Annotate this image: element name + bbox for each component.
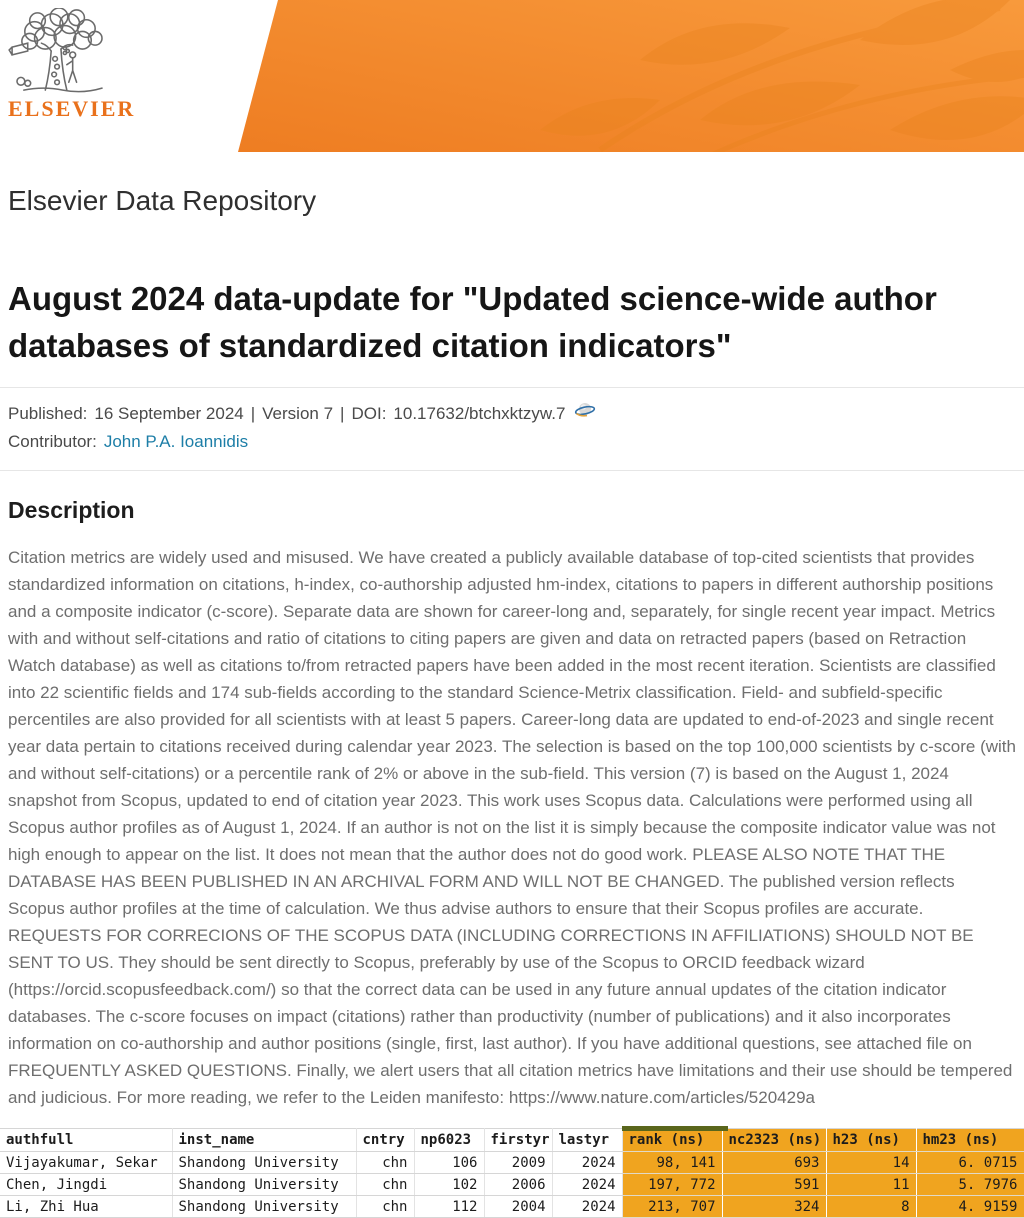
table-cell: 14 <box>826 1152 916 1174</box>
table-cell: 2006 <box>484 1174 552 1196</box>
table-cell: 2004 <box>484 1196 552 1218</box>
version-badge: Version 7 <box>262 404 334 423</box>
table-row <box>0 1152 1024 1174</box>
table-cell: 98, 141 <box>622 1152 722 1174</box>
doi-value: 10.17632/btchxktzyw.7 <box>393 404 566 423</box>
table-cell: 324 <box>722 1196 826 1218</box>
table-cell: Li, Zhi Hua <box>0 1196 172 1218</box>
table-cell: Shandong University <box>172 1152 356 1174</box>
divider-meta <box>0 470 1024 471</box>
table-cell: 5. 7976 <box>916 1174 1024 1196</box>
table-cell: 2024 <box>552 1152 622 1174</box>
table-cell: chn <box>356 1174 414 1196</box>
column-header: h23 (ns) <box>826 1129 916 1152</box>
site-name: Elsevier Data Repository <box>8 185 317 216</box>
contributor-link[interactable]: John P.A. Ioannidis <box>103 432 249 451</box>
table-cell: 106 <box>414 1152 484 1174</box>
dataset-meta <box>8 400 1016 456</box>
table-cell: 2024 <box>552 1196 622 1218</box>
column-header: authfull <box>0 1129 172 1152</box>
table-cell: 102 <box>414 1174 484 1196</box>
column-header: nc2323 (ns) <box>722 1129 826 1152</box>
column-header: rank (ns) <box>622 1129 722 1152</box>
doi-label: DOI: <box>351 404 387 423</box>
table-cell: chn <box>356 1196 414 1218</box>
table-cell: 2009 <box>484 1152 552 1174</box>
elsevier-tree-icon <box>8 8 110 94</box>
description-heading: Description <box>8 497 135 523</box>
column-header: hm23 (ns) <box>916 1129 1024 1152</box>
description-text: Citation metrics are widely used and misused. We have created a publicly available database of top-cited scientists that provides standardized information on citations, h-index, co-authorship adjusted hm-index, citations to papers in different authorship positions and a composite indicator (c-score). Separate data are shown for career-long and, separately, for single recent year impact. Metrics with and without self-citations and ratio of citations to citing papers are given and data on retracted papers (based on Retraction Watch database) as well as citations to/from retracted papers have been added in the most recent iteration. Scientists are classified into 22 scientific fields and 174 sub-fields according to the standard Science-Metrix classification. Field- and subfield-specific percentiles are also provided for all scientists with at least 5 papers. Career-long data are updated to end-of-2023 and single recent year data pertain to citations received during calendar year 2023. The selection is based on the top 100,000 scientists by c-score (with and without self-citations) or a percentile rank of 2% or above in the sub-field. This version (7) is based on the August 1, 2024 snapshot from Scopus, updated to end of citation year 2023. This work uses Scopus data. Calculations were performed using all Scopus author profiles as of August 1, 2024. If an author is not on the list it is simply because the composite indicator value was not high enough to appear on the list. It does not mean that the author does not do good work. PLEASE ALSO NOTE THAT THE DATABASE HAS BEEN PUBLISHED IN AN ARCHIVAL FORM AND WILL NOT BE CHANGED. The published version reflects Scopus author profiles at the time of calculation. We thus advise authors to ensure that their Scopus profiles are accurate. REQUESTS FOR CORRECIONS OF THE SCOPUS DATA (INCLUDING CORRECTIONS IN AFFILIATIONS) SHOULD NOT BE SENT TO US. They should be sent directly to Scopus, preferably by use of the Scopus to ORCID feedback wizard (https://orcid.scopusfeedback.com/) so that the correct data can be used in any future annual updates of the citation indicator databases. The c-score focuses on impact (citations) rather than productivity (number of publications) and it also incorporates information on co-authorship and author positions (single, first, last author). If you have additional questions, see attached file on FREQUENTLY ASKED QUESTIONS. Finally, we alert users that all citation metrics have limitations and their use should be tempered and judicious. For more reading, we refer to the Leiden manifesto: https://www.nature.com/articles/520429a <box>8 548 1016 1107</box>
table-cell: Vijayakumar, Sekar <box>0 1152 172 1174</box>
column-header: firstyr <box>484 1129 552 1152</box>
page-title: August 2024 data-update for "Updated science-wide author databases of standardized citation indicators" <box>8 280 937 364</box>
column-header: cntry <box>356 1129 414 1152</box>
table-header-row <box>0 1129 1024 1152</box>
table-cell: 693 <box>722 1152 826 1174</box>
data-preview-table <box>0 1128 1024 1218</box>
divider-top <box>0 387 1024 388</box>
table-row <box>0 1174 1024 1196</box>
contributor-row <box>8 428 1016 456</box>
table-cell: chn <box>356 1152 414 1174</box>
contributor-label: Contributor: <box>8 432 97 451</box>
column-header: inst_name <box>172 1129 356 1152</box>
table-cell: 11 <box>826 1174 916 1196</box>
preview-table <box>0 1128 1024 1218</box>
table-row <box>0 1196 1024 1218</box>
banner-graphic <box>0 0 1024 152</box>
table-cell: 4. 9159 <box>916 1196 1024 1218</box>
table-cell: 8 <box>826 1196 916 1218</box>
published-date: 16 September 2024 <box>94 404 244 423</box>
elsevier-logo[interactable] <box>8 8 136 122</box>
column-header: np6023 <box>414 1129 484 1152</box>
table-cell: Chen, Jingdi <box>0 1174 172 1196</box>
published-row <box>8 400 1016 428</box>
meta-separator: | <box>340 404 345 423</box>
table-cell: 591 <box>722 1174 826 1196</box>
meta-separator: | <box>250 404 256 423</box>
table-cell: 6. 0715 <box>916 1152 1024 1174</box>
table-cell: Shandong University <box>172 1174 356 1196</box>
table-cell: 2024 <box>552 1174 622 1196</box>
table-cell: 112 <box>414 1196 484 1218</box>
table-cell: Shandong University <box>172 1196 356 1218</box>
published-label: Published: <box>8 404 88 423</box>
elsevier-wordmark: ELSEVIER <box>8 96 136 121</box>
selection-strip <box>622 1126 728 1131</box>
globe-orbit-icon[interactable] <box>574 401 596 419</box>
column-header: lastyr <box>552 1129 622 1152</box>
table-cell: 197, 772 <box>622 1174 722 1196</box>
table-cell: 213, 707 <box>622 1196 722 1218</box>
